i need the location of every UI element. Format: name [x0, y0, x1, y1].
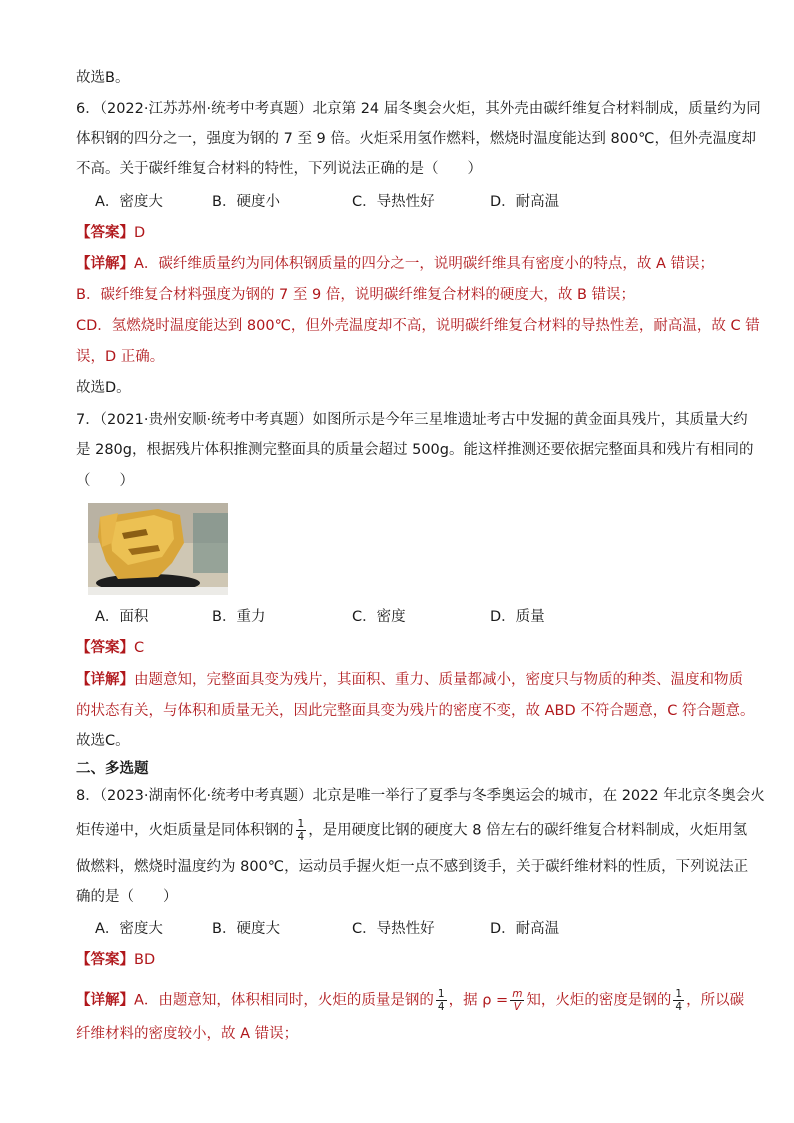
fraction-numerator: m — [512, 988, 523, 1000]
detail-text: ，据 ρ = — [448, 992, 509, 1009]
q6-detail-line1 — [76, 254, 714, 274]
q8-detail-line1 — [76, 988, 744, 1013]
q8-option-d: D．耐高温 — [490, 921, 560, 937]
q6-option-a: A．密度大 — [95, 194, 163, 210]
q7-stem-line2: 是 280g，根据残片体积推测完整面具的质量会超过 500g。能这样推测还要依据完整面具和残片有相同的 — [76, 442, 754, 458]
answer-tag: 【答案】 — [76, 225, 134, 241]
q7-detail-line2: 的状态有关，与体积和质量无关，因此完整面具变为残片的密度不变，故 ABD 不符合题意，C 符合题意。 — [76, 703, 755, 719]
q8-stem-line3: 做燃料，燃烧时温度约为 800℃，运动员手握火炬一点不感到烫手，关于碳纤维材料的性质，下列说法正 — [76, 859, 749, 875]
q7-stem-line3: （ ） — [76, 473, 134, 489]
q8-stem-line4: 确的是（ ） — [76, 889, 178, 905]
q6-stem-line1: 6．（2022·江苏苏州·统考中考真题）北京第 24 届冬奥会火炬，其外壳由碳纤维复合材料制成，质量约为同 — [76, 101, 761, 117]
fraction-numerator: 1 — [675, 988, 683, 1000]
detail-text: A．由题意知，体积相同时，火炬的质量是钢的 — [134, 992, 434, 1009]
golden-mask-photo — [88, 503, 228, 595]
fraction-one-quarter — [436, 988, 447, 1013]
answer-value: C — [134, 640, 145, 656]
fraction-numerator: 1 — [437, 988, 445, 1000]
q7-option-b: B．重力 — [212, 609, 266, 625]
q8-stem-part: ，是用硬度比钢的硬度大 8 倍左右的碳纤维复合材料制成，火炬用氢 — [308, 822, 748, 839]
q7-option-c: C．密度 — [352, 609, 406, 625]
fraction-denominator: 4 — [297, 831, 305, 843]
q8-option-a: A．密度大 — [95, 921, 163, 937]
fraction-numerator: 1 — [297, 818, 305, 830]
q6-detail-line3: CD．氢燃烧时温度能达到 800℃，但外壳温度却不高，说明碳纤维复合材料的导热性差，耐高温，故 C 错 — [76, 318, 760, 334]
q6-option-b: B．硬度小 — [212, 194, 280, 210]
detail-tag: 【详解】 — [76, 672, 134, 688]
answer-tag: 【答案】 — [76, 640, 134, 656]
answer-tag: 【答案】 — [76, 952, 134, 968]
q6-detail-line2: B．碳纤维复合材料强度为钢的 7 至 9 倍，说明碳纤维复合材料的硬度大，故 B 错误； — [76, 287, 635, 303]
q8-stem-line1: 8．（2023·湖南怀化·统考中考真题）北京是唯一举行了夏季与冬季奥运会的城市，在 2022 年北京冬奥会火 — [76, 788, 765, 804]
detail-text: 由题意知，完整面具变为残片，其面积、重力、质量都减小，密度只与物质的种类、温度和物质 — [134, 672, 743, 688]
answer-value: D — [134, 225, 146, 241]
fraction-one-quarter — [296, 818, 307, 843]
detail-tag: 【详解】 — [76, 256, 134, 272]
q6-stem-line2: 体积钢的四分之一，强度为钢的 7 至 9 倍。火炬采用氢作燃料，燃烧时温度能达到 800℃，但外壳温度却 — [76, 131, 756, 147]
q7-detail-line1 — [76, 670, 743, 690]
q6-option-c: C．导热性好 — [352, 194, 435, 210]
q8-detail-line2: 纤维材料的密度较小，故 A 错误； — [76, 1026, 299, 1042]
detail-text: A．碳纤维质量约为同体积钢质量的四分之一，说明碳纤维具有密度小的特点，故 A 错误； — [134, 256, 715, 272]
fraction-denominator: V — [513, 1001, 521, 1013]
answer-value: BD — [134, 952, 156, 968]
detail-text: ，所以碳 — [686, 992, 745, 1009]
fraction-one-quarter — [673, 988, 684, 1013]
q8-stem-line2 — [76, 818, 747, 843]
fraction-denominator: 4 — [437, 1001, 445, 1013]
q8-option-c: C．导热性好 — [352, 921, 435, 937]
q8-option-b: B．硬度大 — [212, 921, 280, 937]
detail-tag: 【详解】 — [76, 992, 134, 1009]
q8-answer — [76, 950, 155, 970]
q6-conclusion: 故选D。 — [76, 380, 131, 396]
answer-choice-text: 故选B。 — [76, 70, 130, 86]
q7-option-a: A．面积 — [95, 609, 149, 625]
q7-option-d: D．质量 — [490, 609, 545, 625]
q6-answer — [76, 223, 145, 243]
fraction-m-over-v — [510, 988, 524, 1013]
detail-text: 知，火炬的密度是钢的 — [526, 992, 672, 1009]
q7-stem-line1: 7．（2021·贵州安顺·统考中考真题）如图所示是今年三星堆遗址考古中发掘的黄金面具残片，其质量大约 — [76, 412, 748, 428]
q7-answer — [76, 638, 144, 658]
q6-option-d: D．耐高温 — [490, 194, 560, 210]
fraction-denominator: 4 — [675, 1001, 683, 1013]
q6-stem-line3: 不高。关于碳纤维复合材料的特性，下列说法正确的是（ ） — [76, 161, 482, 177]
q6-detail-line4: 误，D 正确。 — [76, 349, 165, 365]
q7-conclusion: 故选C。 — [76, 733, 130, 749]
section-heading: 二、多选题 — [76, 761, 149, 777]
q8-stem-part: 炬传递中，火炬质量是同体积钢的 — [76, 822, 294, 839]
